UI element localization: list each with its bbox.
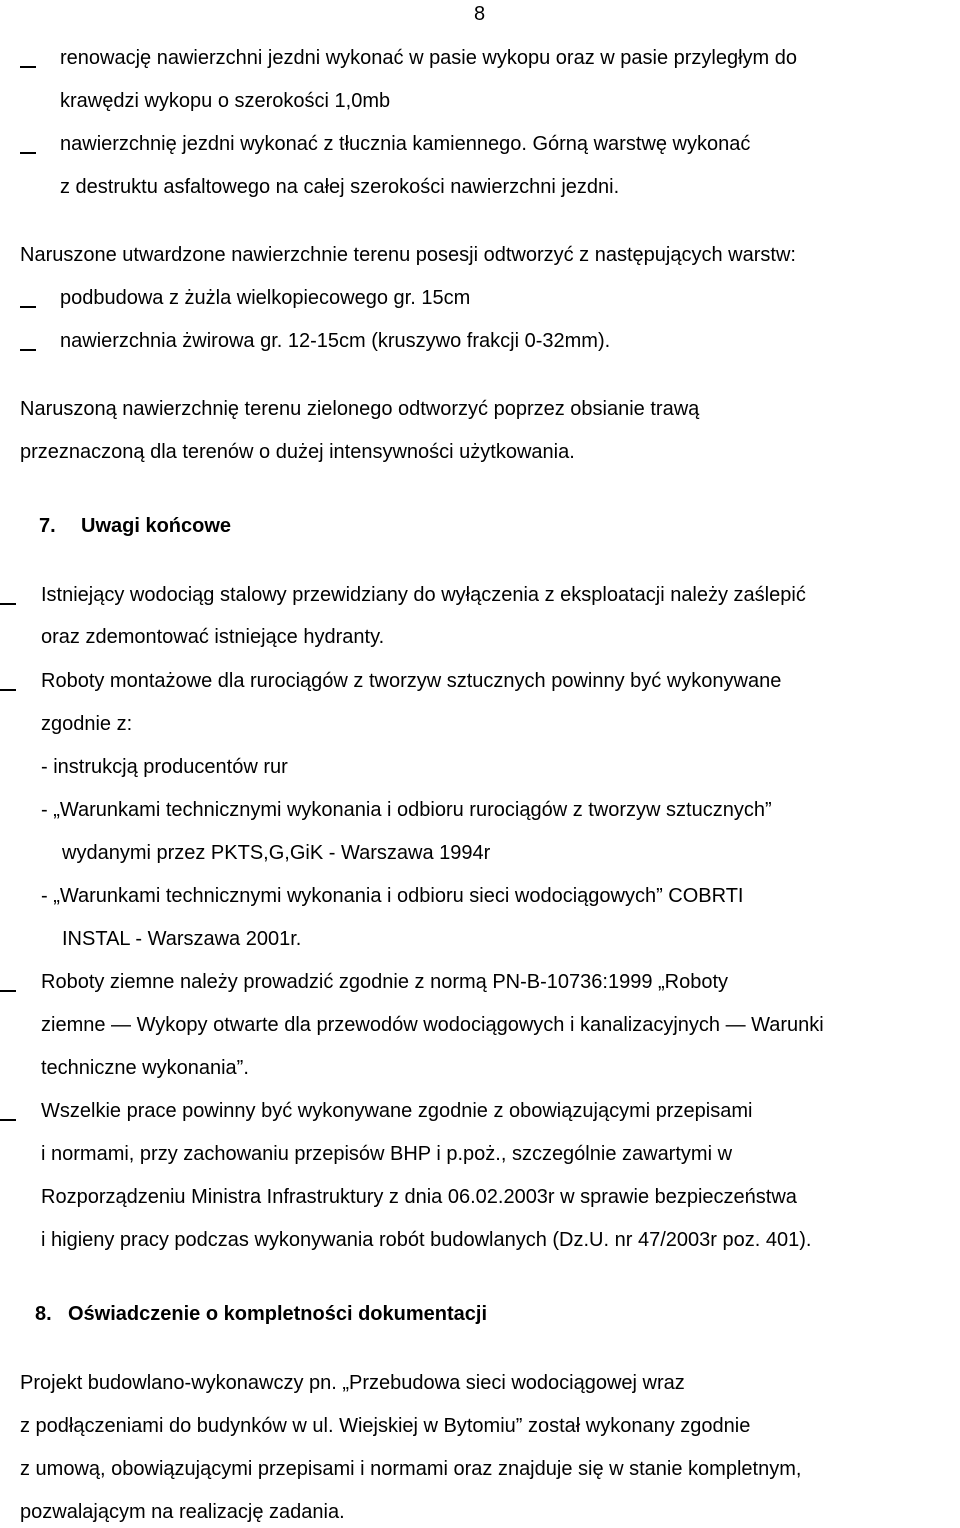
paragraph-line: z podłączeniami do budynków w ul. Wiejskiej w Bytomiu” został wykonany zgodnie xyxy=(20,1415,751,1437)
list-item-line: Roboty ziemne należy prowadzić zgodnie z normą PN-B-10736:1999 „Roboty xyxy=(41,971,729,993)
paragraph-line: przeznaczoną dla terenów o dużej intensywności użytkowania. xyxy=(20,441,575,463)
list-item-line: Rozporządzeniu Ministra Infrastruktury z dnia 06.02.2003r w sprawie bezpieczeństwa xyxy=(41,1186,797,1208)
list-item-line: zgodnie z: xyxy=(41,713,133,735)
list-item-line: Istniejący wodociąg stalowy przewidziany do wyłączenia z eksploatacji należy zaślepić xyxy=(41,584,806,606)
dash-bullet xyxy=(20,152,36,154)
list-item-line: i higieny pracy podczas wykonywania robót budowlanych (Dz.U. nr 47/2003r poz. 401). xyxy=(41,1229,812,1251)
list-item-line: nawierzchnię jezdni wykonać z tłucznia kamiennego. Górną warstwę wykonać xyxy=(60,133,751,155)
sublist-line: - „Warunkami technicznymi wykonania i odbioru rurociągów z tworzyw sztucznych” xyxy=(41,799,772,821)
list-item-line: ziemne — Wykopy otwarte dla przewodów wodociągowych i kanalizacyjnych — Warunki xyxy=(41,1014,824,1036)
list-item-line: podbudowa z żużla wielkopiecowego gr. 15cm xyxy=(60,287,471,309)
paragraph-line: Naruszone utwardzone nawierzchnie terenu posesji odtworzyć z następujących warstw: xyxy=(20,244,796,266)
sublist-line: - instrukcją producentów rur xyxy=(41,756,288,778)
section-title: Oświadczenie o kompletności dokumentacji xyxy=(68,1303,487,1325)
paragraph-line: Naruszoną nawierzchnię terenu zielonego odtworzyć poprzez obsianie trawą xyxy=(20,398,700,420)
list-item-line: Wszelkie prace powinny być wykonywane zgodnie z obowiązującymi przepisami xyxy=(41,1100,753,1122)
list-item-line: oraz zdemontować istniejące hydranty. xyxy=(41,626,385,648)
sublist-line: wydanymi przez PKTS,G,GiK - Warszawa 1994r xyxy=(62,842,491,864)
dash-bullet xyxy=(0,1119,16,1121)
page-number: 8 xyxy=(474,3,486,25)
list-item-line: techniczne wykonania”. xyxy=(41,1057,249,1079)
paragraph-line: z umową, obowiązującymi przepisami i normami oraz znajduje się w stanie kompletnym, xyxy=(20,1458,802,1480)
dash-bullet xyxy=(20,306,36,308)
section-title: Uwagi końcowe xyxy=(81,515,232,537)
dash-bullet xyxy=(20,66,36,68)
dash-bullet xyxy=(20,349,36,351)
list-item-line: i normami, przy zachowaniu przepisów BHP i p.poż., szczególnie zawartymi w xyxy=(41,1143,733,1165)
sublist-line: INSTAL - Warszawa 2001r. xyxy=(62,928,302,950)
list-item-line: nawierzchnia żwirowa gr. 12-15cm (kruszywo frakcji 0-32mm). xyxy=(60,330,611,352)
paragraph-line: pozwalającym na realizację zadania. xyxy=(20,1501,345,1523)
list-item-line: krawędzi wykopu o szerokości 1,0mb xyxy=(60,90,391,112)
dash-bullet xyxy=(0,603,16,605)
list-item-line: z destruktu asfaltowego na całej szerokości nawierzchni jezdni. xyxy=(60,176,620,198)
list-item-line: Roboty montażowe dla rurociągów z tworzyw sztucznych powinny być wykonywane xyxy=(41,670,782,692)
dash-bullet xyxy=(0,689,16,691)
paragraph-line: Projekt budowlano-wykonawczy pn. „Przebudowa sieci wodociągowej wraz xyxy=(20,1372,685,1394)
section-number: 7. xyxy=(39,515,56,537)
dash-bullet xyxy=(0,990,16,992)
list-item-line: renowację nawierzchni jezdni wykonać w pasie wykopu oraz w pasie przyległym do xyxy=(60,47,798,69)
section-number: 8. xyxy=(35,1303,52,1325)
sublist-line: - „Warunkami technicznymi wykonania i odbioru sieci wodociągowych” COBRTI xyxy=(41,885,744,907)
